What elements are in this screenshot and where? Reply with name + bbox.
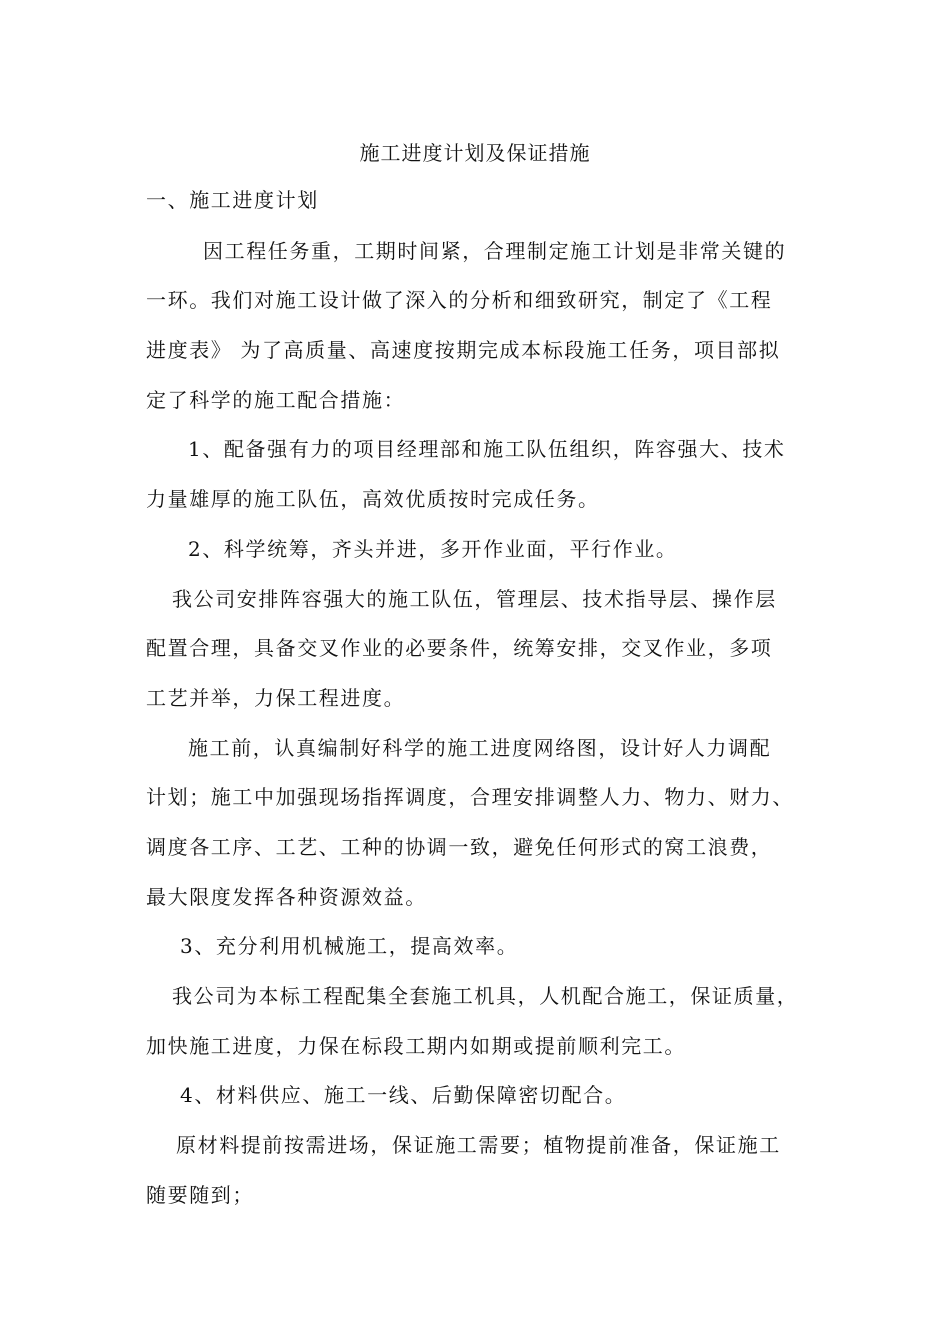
item-3-detail-line-1: 我公司为本标工程配集全套施工机具，人机配合施工，保证质量， (172, 984, 799, 1008)
item-4-detail-line-2: 随要随到； (146, 1183, 254, 1207)
item-2-detail-a-line-1: 我公司安排阵容强大的施工队伍，管理层、技术指导层、操作层 (172, 587, 777, 611)
item-2-detail-b-line-3: 调度各工序、工艺、工种的协调一致，避免任何形式的窝工浪费， (146, 835, 773, 859)
item-4-detail-line-1: 原材料提前按需进场，保证施工需要；植物提前准备，保证施工 (176, 1133, 781, 1157)
intro-line-1: 因工程任务重，工期时间紧，合理制定施工计划是非常关键的 (203, 239, 787, 263)
item-2-detail-b-line-2: 计划；施工中加强现场指挥调度，合理安排调整人力、物力、财力、 (146, 785, 794, 809)
item-2-detail-b-line-1: 施工前，认真编制好科学的施工进度网络图，设计好人力调配 (188, 736, 772, 760)
item-4-line-1: 4、材料供应、施工一线、后勤保障密切配合。 (180, 1083, 627, 1107)
item-2-line-1: 2、科学统筹，齐头并进，多开作业面，平行作业。 (188, 537, 678, 561)
document-title: 施工进度计划及保证措施 (359, 141, 591, 165)
section-heading: 一、施工进度计划 (146, 188, 319, 212)
item-2-detail-b-line-4: 最大限度发挥各种资源效益。 (146, 885, 427, 909)
intro-line-4: 定了科学的施工配合措施： (146, 388, 406, 412)
item-3-detail-line-2: 加快施工进度，力保在标段工期内如期或提前顺利完工。 (146, 1034, 686, 1058)
intro-line-3: 进度表》 为了高质量、高速度按期完成本标段施工任务，项目部拟 (146, 338, 781, 362)
item-2-detail-a-line-2: 配置合理，具备交叉作业的必要条件，统筹安排，交叉作业，多项 (146, 636, 773, 660)
intro-line-2: 一环。我们对施工设计做了深入的分析和细致研究，制定了《工程 (146, 288, 773, 312)
item-1-line-2: 力量雄厚的施工队伍，高效优质按时完成任务。 (146, 487, 600, 511)
item-1-line-1: 1、配备强有力的项目经理部和施工队伍组织，阵容强大、技术 (188, 437, 786, 461)
item-2-detail-a-line-3: 工艺并举，力保工程进度。 (146, 686, 406, 710)
item-3-line-1: 3、充分利用机械施工，提高效率。 (180, 934, 519, 958)
